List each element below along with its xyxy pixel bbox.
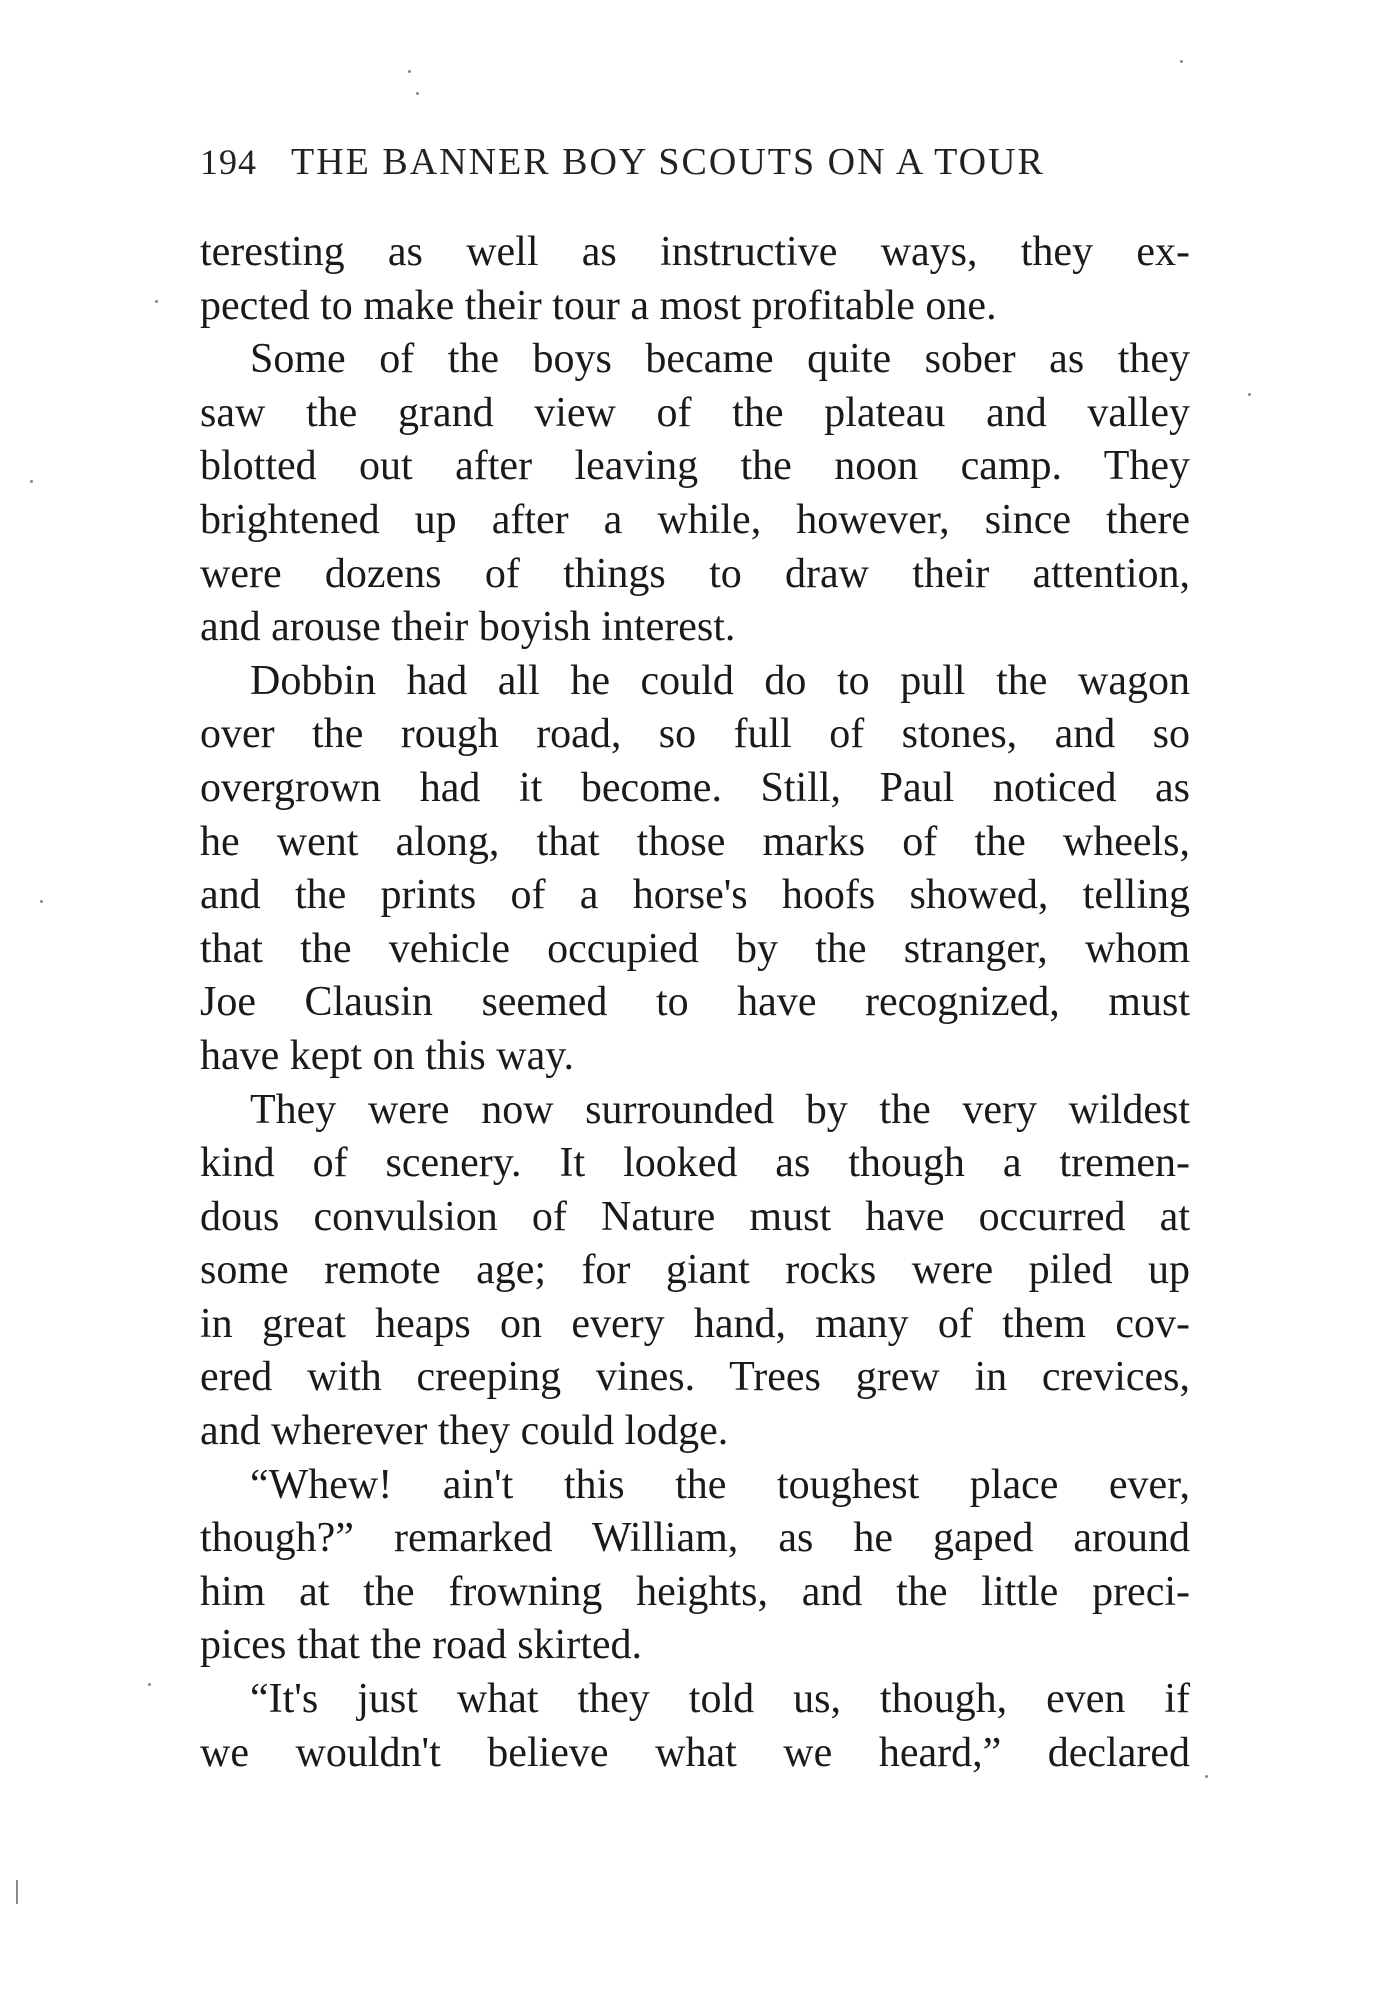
text-line: though?” remarked William, as he gaped around <box>200 1515 1190 1562</box>
text-line: we wouldn't believe what we heard,” declared <box>200 1729 1190 1776</box>
paragraph-start-line: Some of the boys became quite sober as they <box>250 336 1190 383</box>
text-line: and arouse their boyish interest. <box>200 604 736 651</box>
text-line: brightened up after a while, however, since there <box>200 496 1190 543</box>
text-line: pected to make their tour a most profitable one. <box>200 282 997 329</box>
text-line: some remote age; for giant rocks were piled up <box>200 1247 1190 1294</box>
paragraph-start-line: “It's just what they told us, though, even if <box>250 1676 1190 1723</box>
scan-speck <box>1248 393 1251 396</box>
running-title: THE BANNER BOY SCOUTS ON A TOUR <box>291 141 1045 183</box>
scan-speck <box>1205 1775 1208 1778</box>
text-line: over the rough road, so full of stones, and so <box>200 711 1190 758</box>
text-line: ered with creeping vines. Trees grew in crevices, <box>200 1354 1190 1401</box>
text-line: were dozens of things to draw their attention, <box>200 550 1190 597</box>
text-line: in great heaps on every hand, many of them cov- <box>200 1300 1190 1347</box>
text-line: he went along, that those marks of the wheels, <box>200 818 1190 865</box>
scan-speck <box>148 1683 151 1686</box>
paragraph-start-line: Dobbin had all he could do to pull the wagon <box>250 657 1190 704</box>
scan-speck <box>416 92 419 95</box>
text-line: have kept on this way. <box>200 1032 575 1079</box>
paragraph-start-line: “Whew! ain't this the toughest place ever, <box>250 1461 1190 1508</box>
paragraph-start-line: They were now surrounded by the very wildest <box>250 1086 1190 1133</box>
text-line: and wherever they could lodge. <box>200 1408 729 1455</box>
text-line: him at the frowning heights, and the little preci- <box>200 1568 1190 1615</box>
scan-speck <box>40 900 43 903</box>
text-line: dous convulsion of Nature must have occurred at <box>200 1193 1190 1240</box>
text-line: teresting as well as instructive ways, they ex- <box>200 229 1190 275</box>
scan-speck <box>155 300 158 303</box>
text-line: and the prints of a horse's hoofs showed, telling <box>200 872 1190 919</box>
text-line: kind of scenery. It looked as though a tremen- <box>200 1140 1190 1187</box>
text-line: saw the grand view of the plateau and valley <box>200 389 1190 436</box>
text-line: Joe Clausin seemed to have recognized, must <box>200 979 1190 1026</box>
body-text <box>200 226 1190 1780</box>
page-number: 194 <box>200 142 257 182</box>
text-line: that the vehicle occupied by the stranger, whom <box>200 925 1190 972</box>
scan-speck <box>16 1880 18 1904</box>
text-line: blotted out after leaving the noon camp. They <box>200 443 1190 490</box>
scan-speck <box>1180 60 1183 63</box>
scan-speck <box>408 70 411 73</box>
scan-speck <box>30 480 33 483</box>
running-head <box>200 140 1190 184</box>
text-line: pices that the road skirted. <box>200 1622 643 1669</box>
text-line: overgrown had it become. Still, Paul noticed as <box>200 764 1190 811</box>
